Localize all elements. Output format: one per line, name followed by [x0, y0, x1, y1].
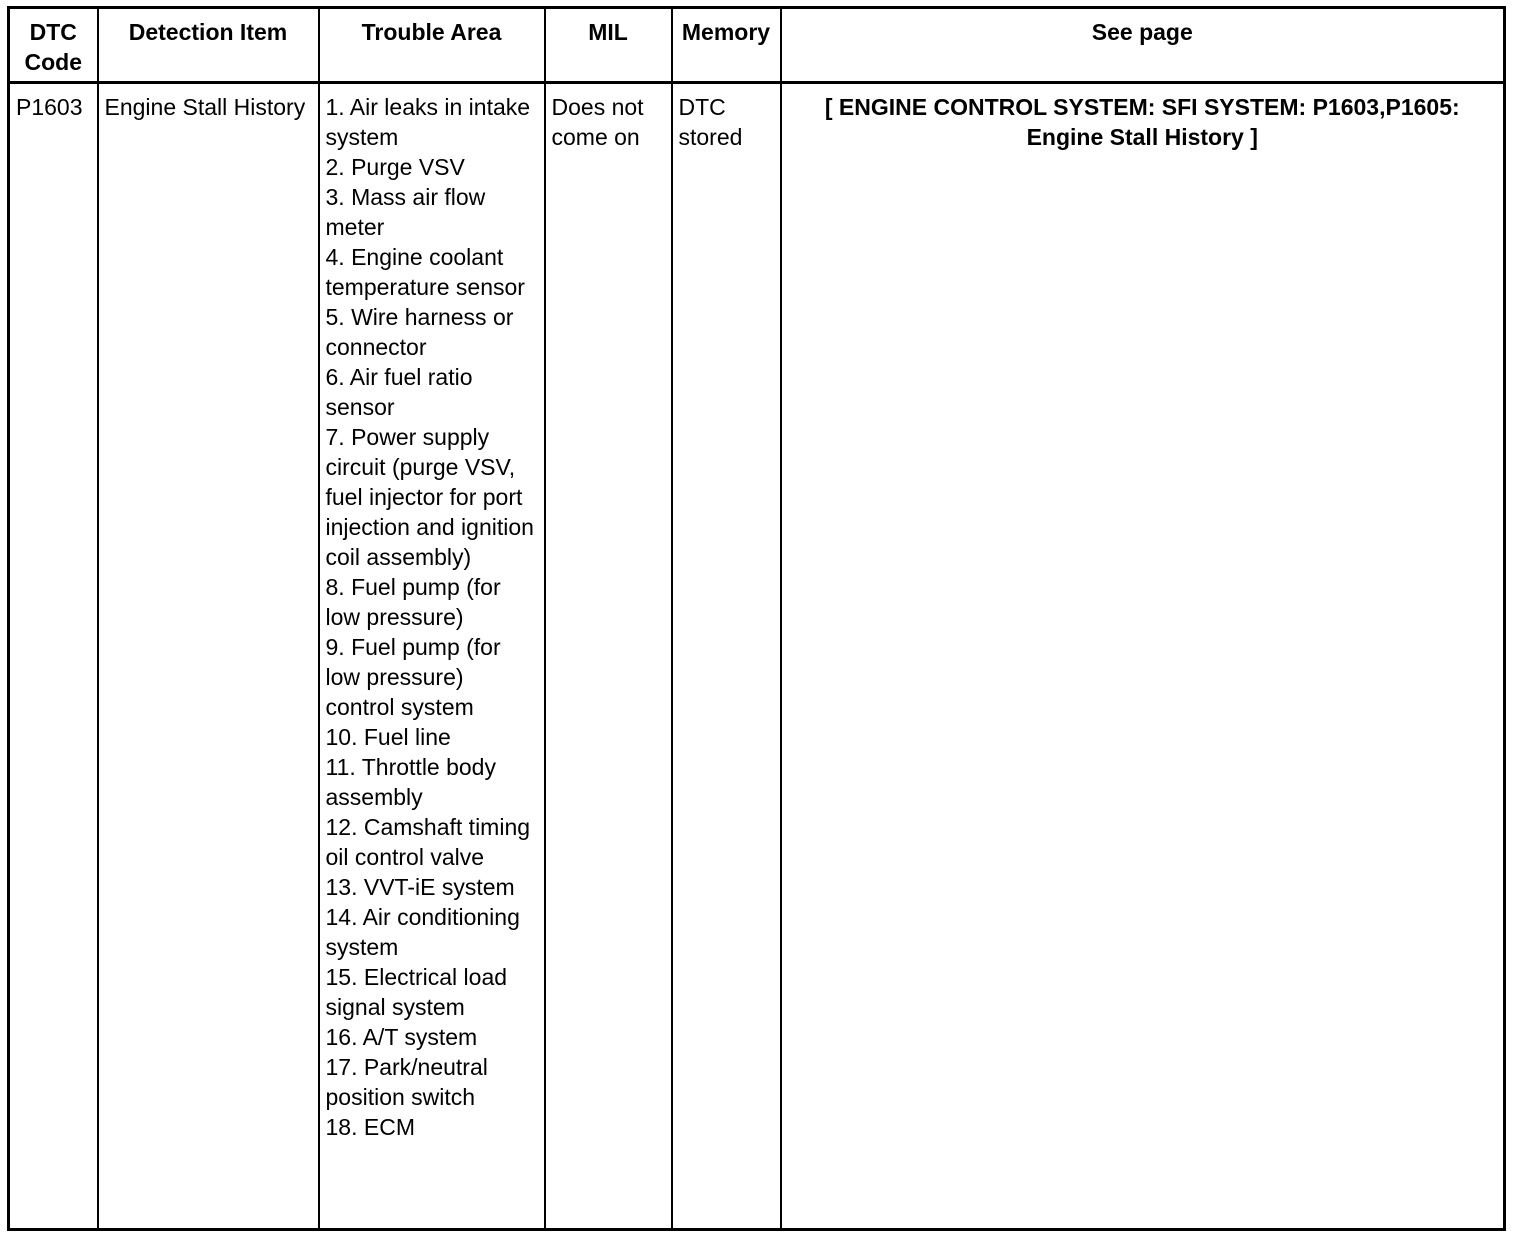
trouble-area-item: 9. Fuel pump (for low pressure) control system: [325, 634, 501, 720]
header-trouble-area: Trouble Area: [319, 8, 545, 83]
trouble-area-item: 6. Air fuel ratio sensor: [325, 364, 473, 420]
cell-mil: Does not come on: [545, 83, 672, 1230]
trouble-area-item: 18. ECM: [325, 1114, 415, 1140]
trouble-area-item: 1. Air leaks in intake system: [325, 94, 531, 150]
trouble-area-item: 5. Wire harness or connector: [325, 304, 514, 360]
header-see-page: See page: [781, 8, 1505, 83]
trouble-area-item: 15. Electrical load signal system: [325, 964, 508, 1020]
trouble-area-item: 13. VVT-iE system: [325, 874, 515, 900]
header-dtc-code: DTC Code: [9, 8, 98, 83]
trouble-area-item: 3. Mass air flow meter: [325, 184, 486, 240]
trouble-area-list: [326, 92, 539, 1142]
trouble-area-item: 16. A/T system: [325, 1024, 478, 1050]
trouble-area-item: 4. Engine coolant temperature sensor: [325, 244, 525, 300]
trouble-area-item: 17. Park/neutral position switch: [325, 1054, 488, 1110]
header-memory: Memory: [672, 8, 781, 83]
trouble-area-item: 10. Fuel line: [325, 724, 451, 750]
cell-trouble-area: [319, 83, 545, 1230]
cell-dtc-code: P1603: [9, 83, 98, 1230]
cell-memory: DTC stored: [672, 83, 781, 1230]
trouble-area-item: 11. Throttle body assembly: [325, 754, 496, 810]
trouble-area-item: 7. Power supply circuit (purge VSV, fuel injector for port injection and ignition coil assembly): [325, 424, 534, 570]
trouble-area-item: 2. Purge VSV: [325, 154, 465, 180]
cell-detection-item: Engine Stall History: [98, 83, 319, 1230]
header-row: [9, 8, 1505, 83]
table-row: [9, 83, 1505, 1230]
trouble-area-item: 8. Fuel pump (for low pressure): [325, 574, 501, 630]
dtc-table: [7, 6, 1506, 1231]
trouble-area-item: 12. Camshaft timing oil control valve: [325, 814, 531, 870]
see-page-link[interactable]: [ ENGINE CONTROL SYSTEM: SFI SYSTEM: P1603,P1605: Engine Stall History ]: [781, 83, 1505, 1230]
header-mil: MIL: [545, 8, 672, 83]
header-detection-item: Detection Item: [98, 8, 319, 83]
trouble-area-item: 14. Air conditioning system: [325, 904, 520, 960]
